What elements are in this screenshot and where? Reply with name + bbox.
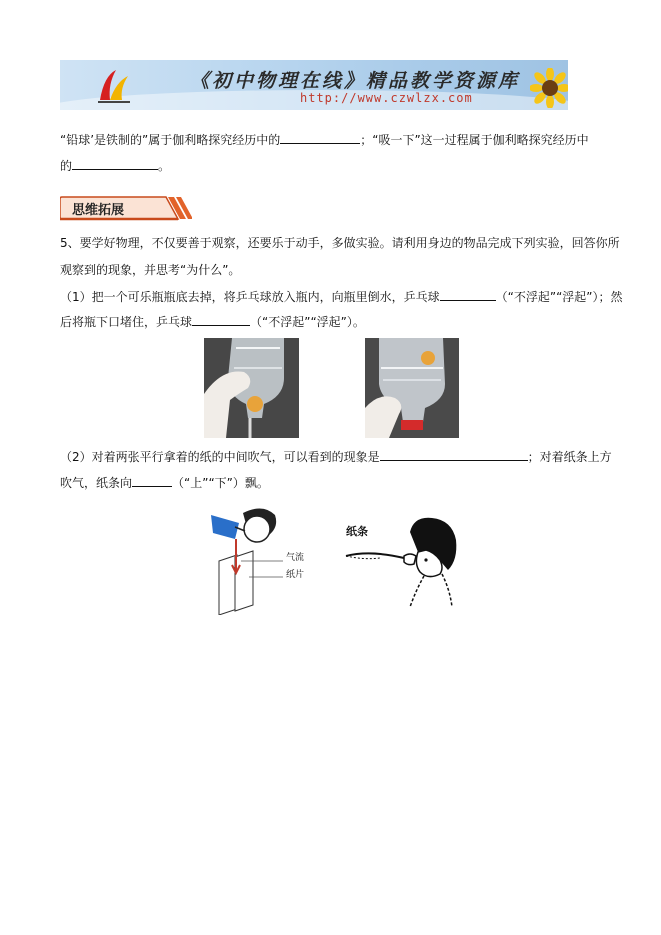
answer-blank[interactable] <box>192 313 250 326</box>
bottle-capped-illustration <box>365 338 459 438</box>
strip-label: 纸条 <box>346 525 368 538</box>
header-banner <box>60 60 568 110</box>
bottle-open-illustration <box>204 338 299 438</box>
q5-part1-text-b: （“不浮起”“浮起”）；然 <box>495 290 623 304</box>
section-title: 思维拓展 <box>72 203 125 218</box>
intro-line-1 <box>60 131 589 148</box>
q5-part2-text-c: 吹气，纸条向 <box>60 476 133 490</box>
photo-bottle-open <box>204 338 299 438</box>
airflow-label: 气流 <box>286 553 305 563</box>
q5-line-1: 5、要学好物理，不仅要善于观察，还要乐于动手，多做实验。请利用身边的物品完成下列实验，回答你所 <box>60 236 620 250</box>
q5-part1-line-1 <box>60 288 623 305</box>
paper-label: 纸片 <box>286 570 305 580</box>
q5-part2-text-d: （“上”“下”）飘。 <box>172 476 269 490</box>
intro-text-d: 。 <box>158 159 171 173</box>
intro-line-2 <box>60 157 170 174</box>
q5-part2-text-a: （2）对着两张平行拿着的纸的中间吹气，可以看到的现象是 <box>60 450 380 464</box>
q5-part1-line-2 <box>60 313 365 330</box>
intro-text-b: ；“吸一下”这一过程属于伽利略探究经历中 <box>360 133 589 147</box>
q5-part2-text-b: ；对着纸条上方 <box>527 450 612 464</box>
sunflower-icon <box>530 68 568 108</box>
answer-blank[interactable] <box>440 288 496 301</box>
figure-paper-strip <box>340 512 470 607</box>
answer-blank[interactable] <box>72 157 158 170</box>
site-logo-icon <box>94 66 134 106</box>
banner-title: 《初中物理在线》精品教学资源库 <box>190 70 521 92</box>
q5-part1-text-a: （1）把一个可乐瓶瓶底去掉，将乒乓球放入瓶内，向瓶里倒水，乒乓球 <box>60 290 440 304</box>
banner-url: http://www.czwlzx.com <box>300 91 473 105</box>
photo-bottle-capped <box>365 338 459 438</box>
q5-part2-line-2 <box>60 474 269 491</box>
intro-text-a: “铅球’是铁制的”属于伽利略探究经历中的 <box>60 133 281 147</box>
q5-part2-line-1 <box>60 448 612 465</box>
figure-two-papers <box>205 505 315 615</box>
q5-part1-text-c: 后将瓶下口堵住，乒乓球 <box>60 315 193 329</box>
section-tag <box>60 194 192 222</box>
answer-blank[interactable] <box>132 474 172 487</box>
q5-line-2: 观察到的现象，并思考“为什么”。 <box>60 263 241 277</box>
answer-blank[interactable] <box>280 131 360 144</box>
intro-text-c: 的 <box>60 159 73 173</box>
answer-blank[interactable] <box>380 448 528 461</box>
q5-part1-text-d: （“不浮起”“浮起”）。 <box>250 315 365 329</box>
